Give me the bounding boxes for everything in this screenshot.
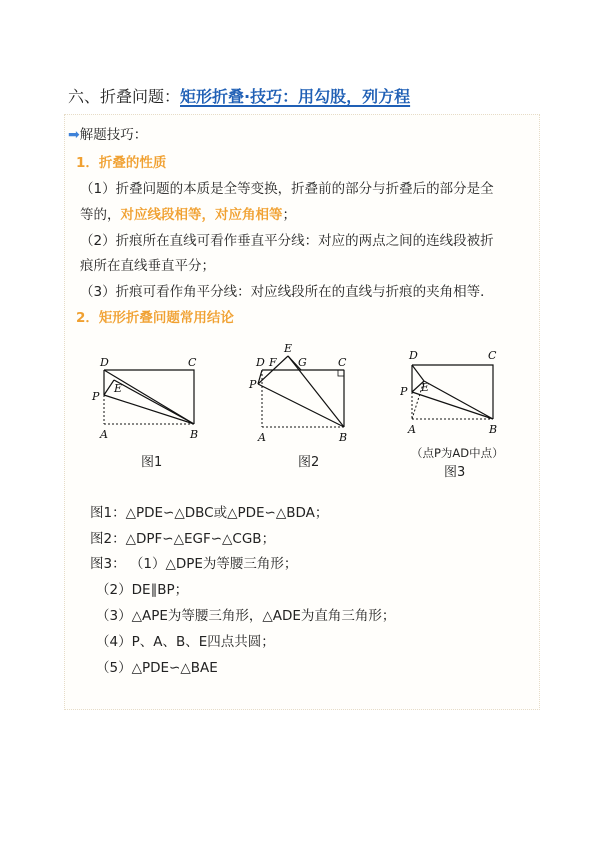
paragraph-1a: （1）折叠问题的本质是全等变换，折叠前的部分与折叠后的部分是全 [80, 181, 494, 197]
tips-text: 解题技巧： [79, 127, 148, 143]
fig2-label-d: D [256, 356, 265, 369]
paragraph-2b: 痕所在直线垂直平分； [80, 258, 215, 274]
fig2-right-angle-mark [338, 370, 344, 376]
fig1-label-c: C [188, 356, 197, 369]
figure-1 [90, 348, 210, 448]
p1b-pre: 等的， [80, 207, 121, 223]
fig1-caption: 图1 [141, 455, 163, 470]
paragraph-2a: （2）折痕所在直线可看作垂直平分线：对应的两点之间的连线段被折 [80, 233, 494, 249]
fig1-label-d: D [100, 356, 109, 369]
section-2-title: 2．矩形折叠问题常用结论 [76, 310, 234, 326]
conclusion-fig2: 图2：△DPF∽△EGF∽△CGB； [90, 531, 276, 547]
fig1-pe [104, 380, 114, 395]
conclusion-fig1: 图1：△PDE∽△DBC或△PDE∽△BDA； [90, 505, 329, 521]
p1b-post: ； [282, 207, 296, 223]
figure-2 [248, 340, 363, 448]
conclusion-fig3-4: （4）P、A、B、E四点共圆； [96, 634, 275, 650]
fig2-label-a: A [258, 431, 266, 444]
p1b-highlight: 对应线段相等，对应角相等 [120, 207, 283, 223]
fig2-label-g: G [298, 356, 307, 369]
heading-accent: 矩形折叠·技巧：用勾股，列方程 [180, 87, 411, 106]
fig3-de [412, 365, 424, 381]
fig3-label-a: A [408, 423, 416, 436]
fig2-label-b: B [339, 431, 348, 444]
conclusion-fig3-2: （2）DE∥BP； [96, 582, 189, 598]
fig3-label-d: D [409, 349, 418, 362]
conclusion-fig3-1: 图3： （1）△DPE为等腰三角形； [90, 556, 298, 572]
fig1-label-a: A [100, 428, 108, 441]
fig3-note: （点P为AD中点） [411, 446, 504, 460]
fig3-caption: 图3 [444, 465, 466, 480]
fig2-eb [288, 356, 344, 427]
arrow-icon: ➡ [68, 127, 80, 143]
fig3-label-e: E [421, 381, 430, 394]
paragraph-1b [80, 203, 296, 223]
fig2-label-e: E [284, 342, 293, 355]
fig1-label-b: B [190, 428, 199, 441]
fig1-label-e: E [114, 382, 123, 395]
fig2-crease [258, 384, 344, 427]
fig2-label-f: F [269, 356, 277, 369]
conclusion-fig3-5: （5）△PDE∽△BAE [96, 660, 218, 676]
fig2-label-c: C [338, 356, 347, 369]
heading-prefix: 六、折叠问题： [68, 87, 181, 106]
tips-label [68, 123, 147, 143]
figure-3 [400, 343, 510, 443]
conclusion-fig3-3: （3）△APE为等腰三角形，△ADE为直角三角形； [96, 608, 396, 624]
fig3-label-b: B [489, 423, 498, 436]
paragraph-3: （3）折痕可看作角平分线：对应线段所在的直线与折痕的夹角相等． [80, 284, 494, 300]
section-1-title: 1．折叠的性质 [76, 155, 167, 171]
fig3-label-c: C [488, 349, 497, 362]
fig1-label-p: P [92, 390, 100, 403]
fig2-caption: 图2 [298, 455, 320, 470]
fig2-label-p: P [249, 378, 257, 391]
page-heading [68, 84, 410, 107]
fig3-label-p: P [400, 385, 408, 398]
